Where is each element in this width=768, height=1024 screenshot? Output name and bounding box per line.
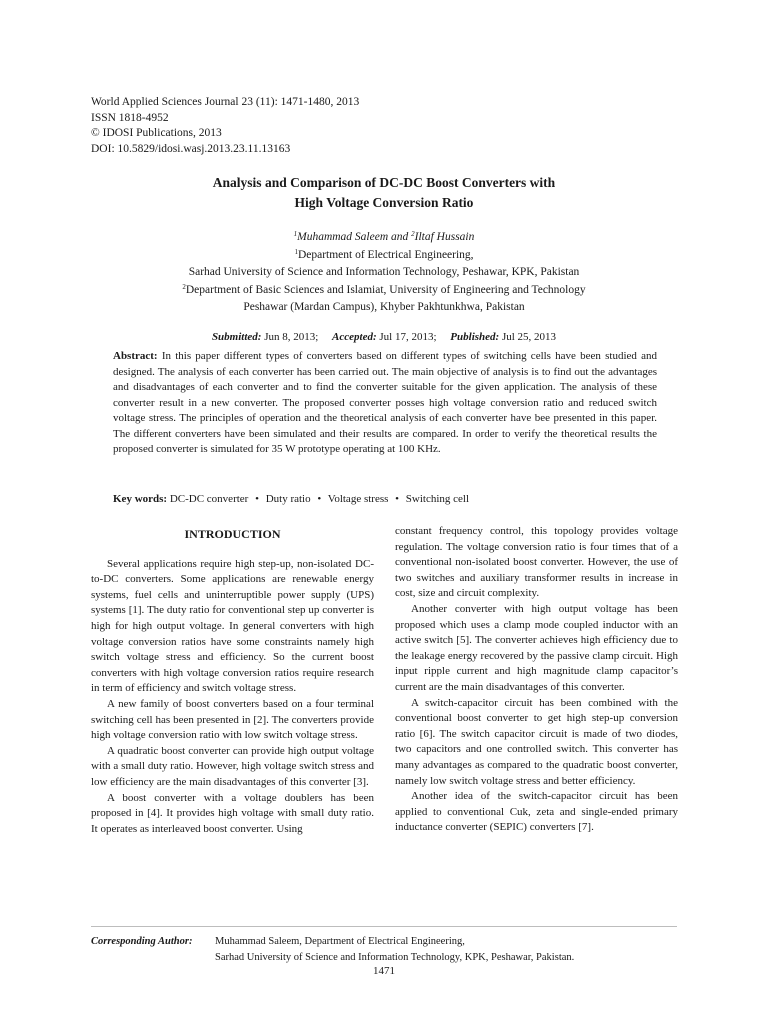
abstract-label: Abstract:	[113, 350, 158, 362]
accepted-date: Jul 17, 2013;	[379, 331, 437, 343]
footnote-line-1	[91, 934, 574, 950]
title-line-1: Analysis and Comparison of DC-DC Boost Converters with	[212, 175, 556, 190]
author-2: Iltaf Hussain	[414, 231, 475, 243]
body-paragraph: Another idea of the switch-capacitor circuit has been applied to conventional Cuk, zeta and single-ended primary inductance converter (SEPIC) converters [7].	[395, 790, 678, 834]
section-heading-introduction: INTRODUCTION	[184, 527, 281, 541]
author-block	[0, 229, 768, 317]
accepted-label: Accepted:	[332, 331, 377, 343]
affil-1-line-2: Sarhad University of Science and Information Technology, Peshawar, KPK, Pakistan	[188, 266, 580, 278]
keywords-label: Key words:	[113, 493, 168, 505]
published-label: Published:	[450, 331, 500, 343]
body-paragraph: Another converter with high output voltage has been proposed which uses a clamp mode coupled inductor with an active switch [5]. The converter achieves high efficiency due to the leakage energy recovered by the passive clamp circuit. High input ripple current and high magnitude clamp capacitor’s current are the main disadvantages of this converter.	[395, 602, 678, 693]
affil-2-line-2: Peshawar (Mardan Campus), Khyber Pakhtunkhwa, Pakistan	[243, 301, 525, 313]
abstract	[113, 349, 657, 458]
author1-affil-marker: 1	[293, 230, 298, 238]
journal-citation: World Applied Sciences Journal 23 (11): 1471-1480, 2013	[91, 96, 360, 108]
author2-affil-marker: 2	[411, 230, 415, 238]
issn: ISSN 1818-4952	[91, 111, 169, 124]
body-paragraph: constant frequency control, this topology provides voltage regulation. The voltage conversion ratio is four times that of a conventional non-isolated boost converter. However, the use of two switches and auxiliary transformer results in increase in cost, size and circuit complexity.	[395, 525, 678, 600]
doi-link[interactable]: DOI: 10.5829/idosi.wasj.2013.23.11.13163	[91, 142, 291, 155]
left-column	[91, 527, 374, 837]
keywords	[113, 493, 469, 505]
page-number: 1471	[373, 965, 395, 977]
corresponding-author-footnote	[91, 934, 574, 966]
affil-1-line-1: Department of Electrical Engineering,	[297, 248, 474, 261]
keyword-separator: •	[255, 493, 259, 505]
keyword-separator: •	[395, 493, 400, 505]
affil-2-marker: 2	[182, 282, 186, 291]
journal-header	[91, 95, 359, 157]
title-line-2: High Voltage Conversion Ratio	[294, 195, 474, 210]
paper-title	[0, 173, 768, 213]
affiliation-1	[0, 247, 768, 265]
keyword: DC-DC converter	[169, 493, 249, 505]
submitted-date: Jun 8, 2013;	[264, 331, 319, 343]
footnote-divider	[91, 926, 677, 927]
body-paragraph: A switch-capacitor circuit has been combined with the conventional boost converter to get high step-up conversion ratio [6]. The switch capacitor circuit is made of two diodes, two capacitors and one controlled switch. This converter has many advantages as compared to the quadratic boost converter, namely low switch voltage stress and better efficiency.	[395, 696, 678, 787]
abstract-text: In this paper different types of converters based on different types of switching cells have been studied and designed. The analysis of each converter has been carried out. The main objective of analysis is to find out the advantages and disadvantages of each converter and to find the converter suitable for the given application. The analysis of these converter result in a new converter. The proposed converter posses high voltage conversion ratio and reduced switch voltage stress. The principles of operation and the theoretical analysis of each converter have bee presented in this paper. The different converters have been simulated and their results are compared. In order to verify the theoretical results the proposed converter is simulated for 35 W prototype operating at 100 KHz.	[113, 350, 658, 455]
publication-dates	[0, 331, 768, 343]
keyword: Voltage stress	[327, 493, 389, 505]
affil-2-line-1: Department of Basic Sciences and Islamiat, University of Engineering and Technology	[185, 283, 586, 296]
keyword: Duty ratio	[265, 493, 311, 505]
corresponding-author-name: Muhammad Saleem, Department of Electrical Engineering,	[215, 936, 465, 947]
published-date: Jul 25, 2013	[501, 331, 557, 343]
corresponding-author-label: Corresponding Author:	[91, 936, 193, 947]
keyword: Switching cell	[405, 493, 470, 505]
right-column	[395, 524, 678, 836]
body-paragraph: A new family of boost converters based on a four terminal switching cell has been presented in [2]. The converters provide high voltage conversion ratio with low switch voltage stress.	[91, 697, 374, 742]
body-paragraph: A quadratic boost converter can provide high output voltage with a small duty ratio. However, high voltage switch stress and low efficiency are the main disadvantages of this converter [3].	[91, 744, 374, 788]
author-1: Muhammad Saleem and	[297, 231, 412, 243]
body-paragraph: Several applications require high step-up, non-isolated DC-to-DC converters. Some applications are renewable energy systems, fuel cells and uninterruptible power supply (UPS) systems [1]. The duty ratio for conventional step up converter is high for high output voltage. In general converters with high voltage conversion ratios have some constraints namely high switch voltage stress and efficiency. So the current boost converters with high voltage conversion ratios require research in term of efficiency and switch voltage stress.	[91, 557, 374, 695]
affiliation-2	[0, 282, 768, 300]
copyright: © IDOSI Publications, 2013	[91, 127, 222, 139]
affil-1-marker: 1	[294, 247, 298, 256]
body-paragraph: A boost converter with a voltage doublers has been proposed in [4]. It provides high voltage with small duty ratio. It operates as interleaved boost converter. Using	[91, 791, 374, 835]
keyword-separator: •	[317, 493, 322, 505]
corresponding-author-address: Sarhad University of Science and Information Technology, KPK, Peshawar, Pakistan.	[215, 952, 575, 963]
author-names	[0, 229, 768, 247]
submitted-label: Submitted:	[211, 331, 262, 343]
